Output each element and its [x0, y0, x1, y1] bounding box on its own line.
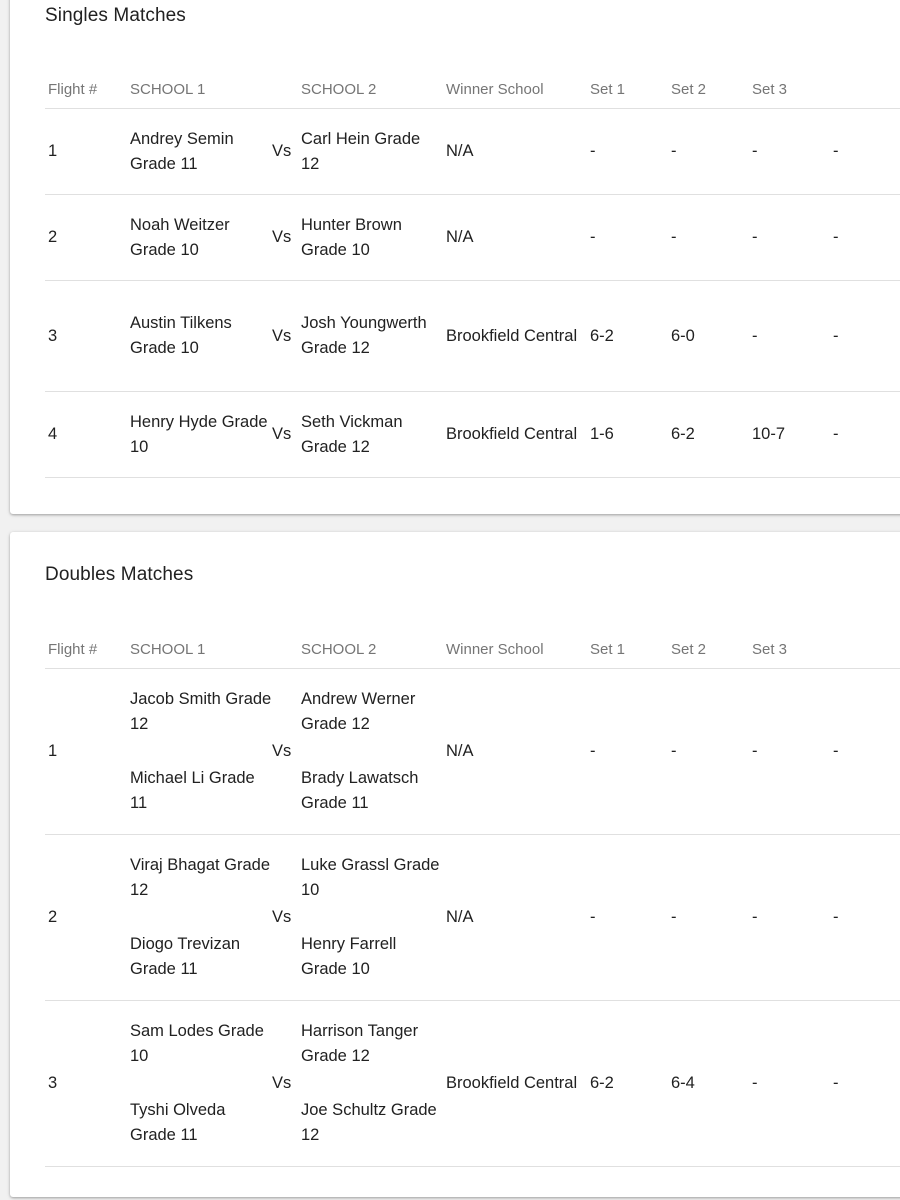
header-flight[interactable]: Flight #	[45, 70, 127, 109]
school-2-team	[298, 1001, 443, 1167]
flight-number: 1	[45, 669, 127, 835]
header-set-3[interactable]: Set 3	[749, 70, 830, 109]
flight-number: 2	[45, 195, 127, 281]
header-school-2[interactable]: SCHOOL 2	[298, 70, 443, 109]
table-row	[45, 669, 900, 835]
school-1-team	[127, 669, 272, 835]
table-row	[45, 392, 900, 478]
school-1-player-a: Sam Lodes Grade 10	[130, 1022, 264, 1065]
set-2-score: 6-2	[668, 392, 749, 478]
table-header-row	[45, 630, 900, 669]
header-vs-spacer	[272, 70, 298, 109]
singles-matches-table	[45, 70, 900, 478]
set-2-score: 6-4	[668, 1001, 749, 1167]
winner-school: Brookfield Central	[443, 392, 587, 478]
school-1-player: Noah Weitzer Grade 10	[127, 195, 272, 281]
header-set-2[interactable]: Set 2	[668, 70, 749, 109]
table-header-row	[45, 70, 900, 109]
school-1-player-b: Diogo Trevizan Grade 11	[130, 935, 241, 978]
flight-number: 4	[45, 392, 127, 478]
school-2-team	[298, 669, 443, 835]
school-1-player: Austin Tilkens Grade 10	[127, 281, 272, 392]
set-2-score: 6-0	[668, 281, 749, 392]
singles-matches-card	[10, 0, 900, 514]
set-3-score: -	[749, 109, 830, 195]
school-1-player-a: Jacob Smith Grade 12	[130, 690, 272, 733]
set-1-score: -	[587, 195, 668, 281]
header-school-2[interactable]: SCHOOL 2	[298, 630, 443, 669]
table-row	[45, 109, 900, 195]
set-4-score: -	[830, 392, 900, 478]
header-set-2[interactable]: Set 2	[668, 630, 749, 669]
set-3-score: -	[749, 669, 830, 835]
winner-school: N/A	[443, 835, 587, 1001]
header-extra-spacer	[830, 70, 900, 109]
school-2-player: Josh Youngwerth Grade 12	[298, 281, 443, 392]
school-1-team	[127, 835, 272, 1001]
set-3-score: -	[749, 1001, 830, 1167]
school-2-player: Hunter Brown Grade 10	[298, 195, 443, 281]
set-3-score: -	[749, 281, 830, 392]
header-winner-school[interactable]: Winner School	[443, 630, 587, 669]
school-2-team	[298, 835, 443, 1001]
school-1-player-b: Tyshi Olveda Grade 11	[130, 1101, 226, 1144]
set-4-score: -	[830, 195, 900, 281]
vs-label: Vs	[272, 835, 298, 1001]
table-row	[45, 281, 900, 392]
header-extra-spacer	[830, 630, 900, 669]
set-2-score: -	[668, 835, 749, 1001]
flight-number: 3	[45, 1001, 127, 1167]
vs-label: Vs	[272, 669, 298, 835]
doubles-matches-title: Doubles Matches	[45, 564, 194, 585]
flight-number: 2	[45, 835, 127, 1001]
winner-school: N/A	[443, 669, 587, 835]
header-vs-spacer	[272, 630, 298, 669]
school-1-player: Andrey Semin Grade 11	[127, 109, 272, 195]
school-2-player-a: Luke Grassl Grade 10	[301, 856, 440, 899]
vs-label: Vs	[272, 1001, 298, 1167]
header-winner-school[interactable]: Winner School	[443, 70, 587, 109]
school-2-player-a: Harrison Tanger Grade 12	[301, 1022, 419, 1065]
set-1-score: -	[587, 835, 668, 1001]
set-1-score: 1-6	[587, 392, 668, 478]
doubles-matches-table	[45, 630, 900, 1167]
school-2-player-b: Joe Schultz Grade 12	[301, 1101, 437, 1144]
set-4-score: -	[830, 835, 900, 1001]
header-school-1[interactable]: SCHOOL 1	[127, 70, 272, 109]
school-1-team	[127, 1001, 272, 1167]
header-flight[interactable]: Flight #	[45, 630, 127, 669]
vs-label: Vs	[272, 195, 298, 281]
school-1-player: Henry Hyde Grade 10	[127, 392, 272, 478]
set-1-score: 6-2	[587, 1001, 668, 1167]
school-2-player: Carl Hein Grade 12	[298, 109, 443, 195]
school-1-player-b: Michael Li Grade 11	[130, 769, 255, 812]
set-4-score: -	[830, 109, 900, 195]
set-1-score: -	[587, 669, 668, 835]
set-4-score: -	[830, 281, 900, 392]
vs-label: Vs	[272, 281, 298, 392]
school-2-player-b: Henry Farrell Grade 10	[301, 935, 397, 978]
header-school-1[interactable]: SCHOOL 1	[127, 630, 272, 669]
winner-school: Brookfield Central	[443, 1001, 587, 1167]
school-1-player-a: Viraj Bhagat Grade 12	[130, 856, 271, 899]
singles-matches-title: Singles Matches	[45, 5, 186, 26]
vs-label: Vs	[272, 109, 298, 195]
set-2-score: -	[668, 669, 749, 835]
table-row	[45, 835, 900, 1001]
table-row	[45, 1001, 900, 1167]
set-2-score: -	[668, 195, 749, 281]
set-3-score: -	[749, 835, 830, 1001]
header-set-3[interactable]: Set 3	[749, 630, 830, 669]
set-3-score: -	[749, 195, 830, 281]
vs-label: Vs	[272, 392, 298, 478]
header-set-1[interactable]: Set 1	[587, 630, 668, 669]
set-4-score: -	[830, 669, 900, 835]
set-3-score: 10-7	[749, 392, 830, 478]
winner-school: N/A	[443, 195, 587, 281]
winner-school: Brookfield Central	[443, 281, 587, 392]
set-2-score: -	[668, 109, 749, 195]
flight-number: 3	[45, 281, 127, 392]
school-2-player-b: Brady Lawatsch Grade 11	[301, 769, 419, 812]
school-2-player-a: Andrew Werner Grade 12	[301, 690, 416, 733]
set-4-score: -	[830, 1001, 900, 1167]
table-row	[45, 195, 900, 281]
flight-number: 1	[45, 109, 127, 195]
set-1-score: -	[587, 109, 668, 195]
school-2-player: Seth Vickman Grade 12	[298, 392, 443, 478]
header-set-1[interactable]: Set 1	[587, 70, 668, 109]
doubles-matches-card	[10, 532, 900, 1197]
winner-school: N/A	[443, 109, 587, 195]
set-1-score: 6-2	[587, 281, 668, 392]
